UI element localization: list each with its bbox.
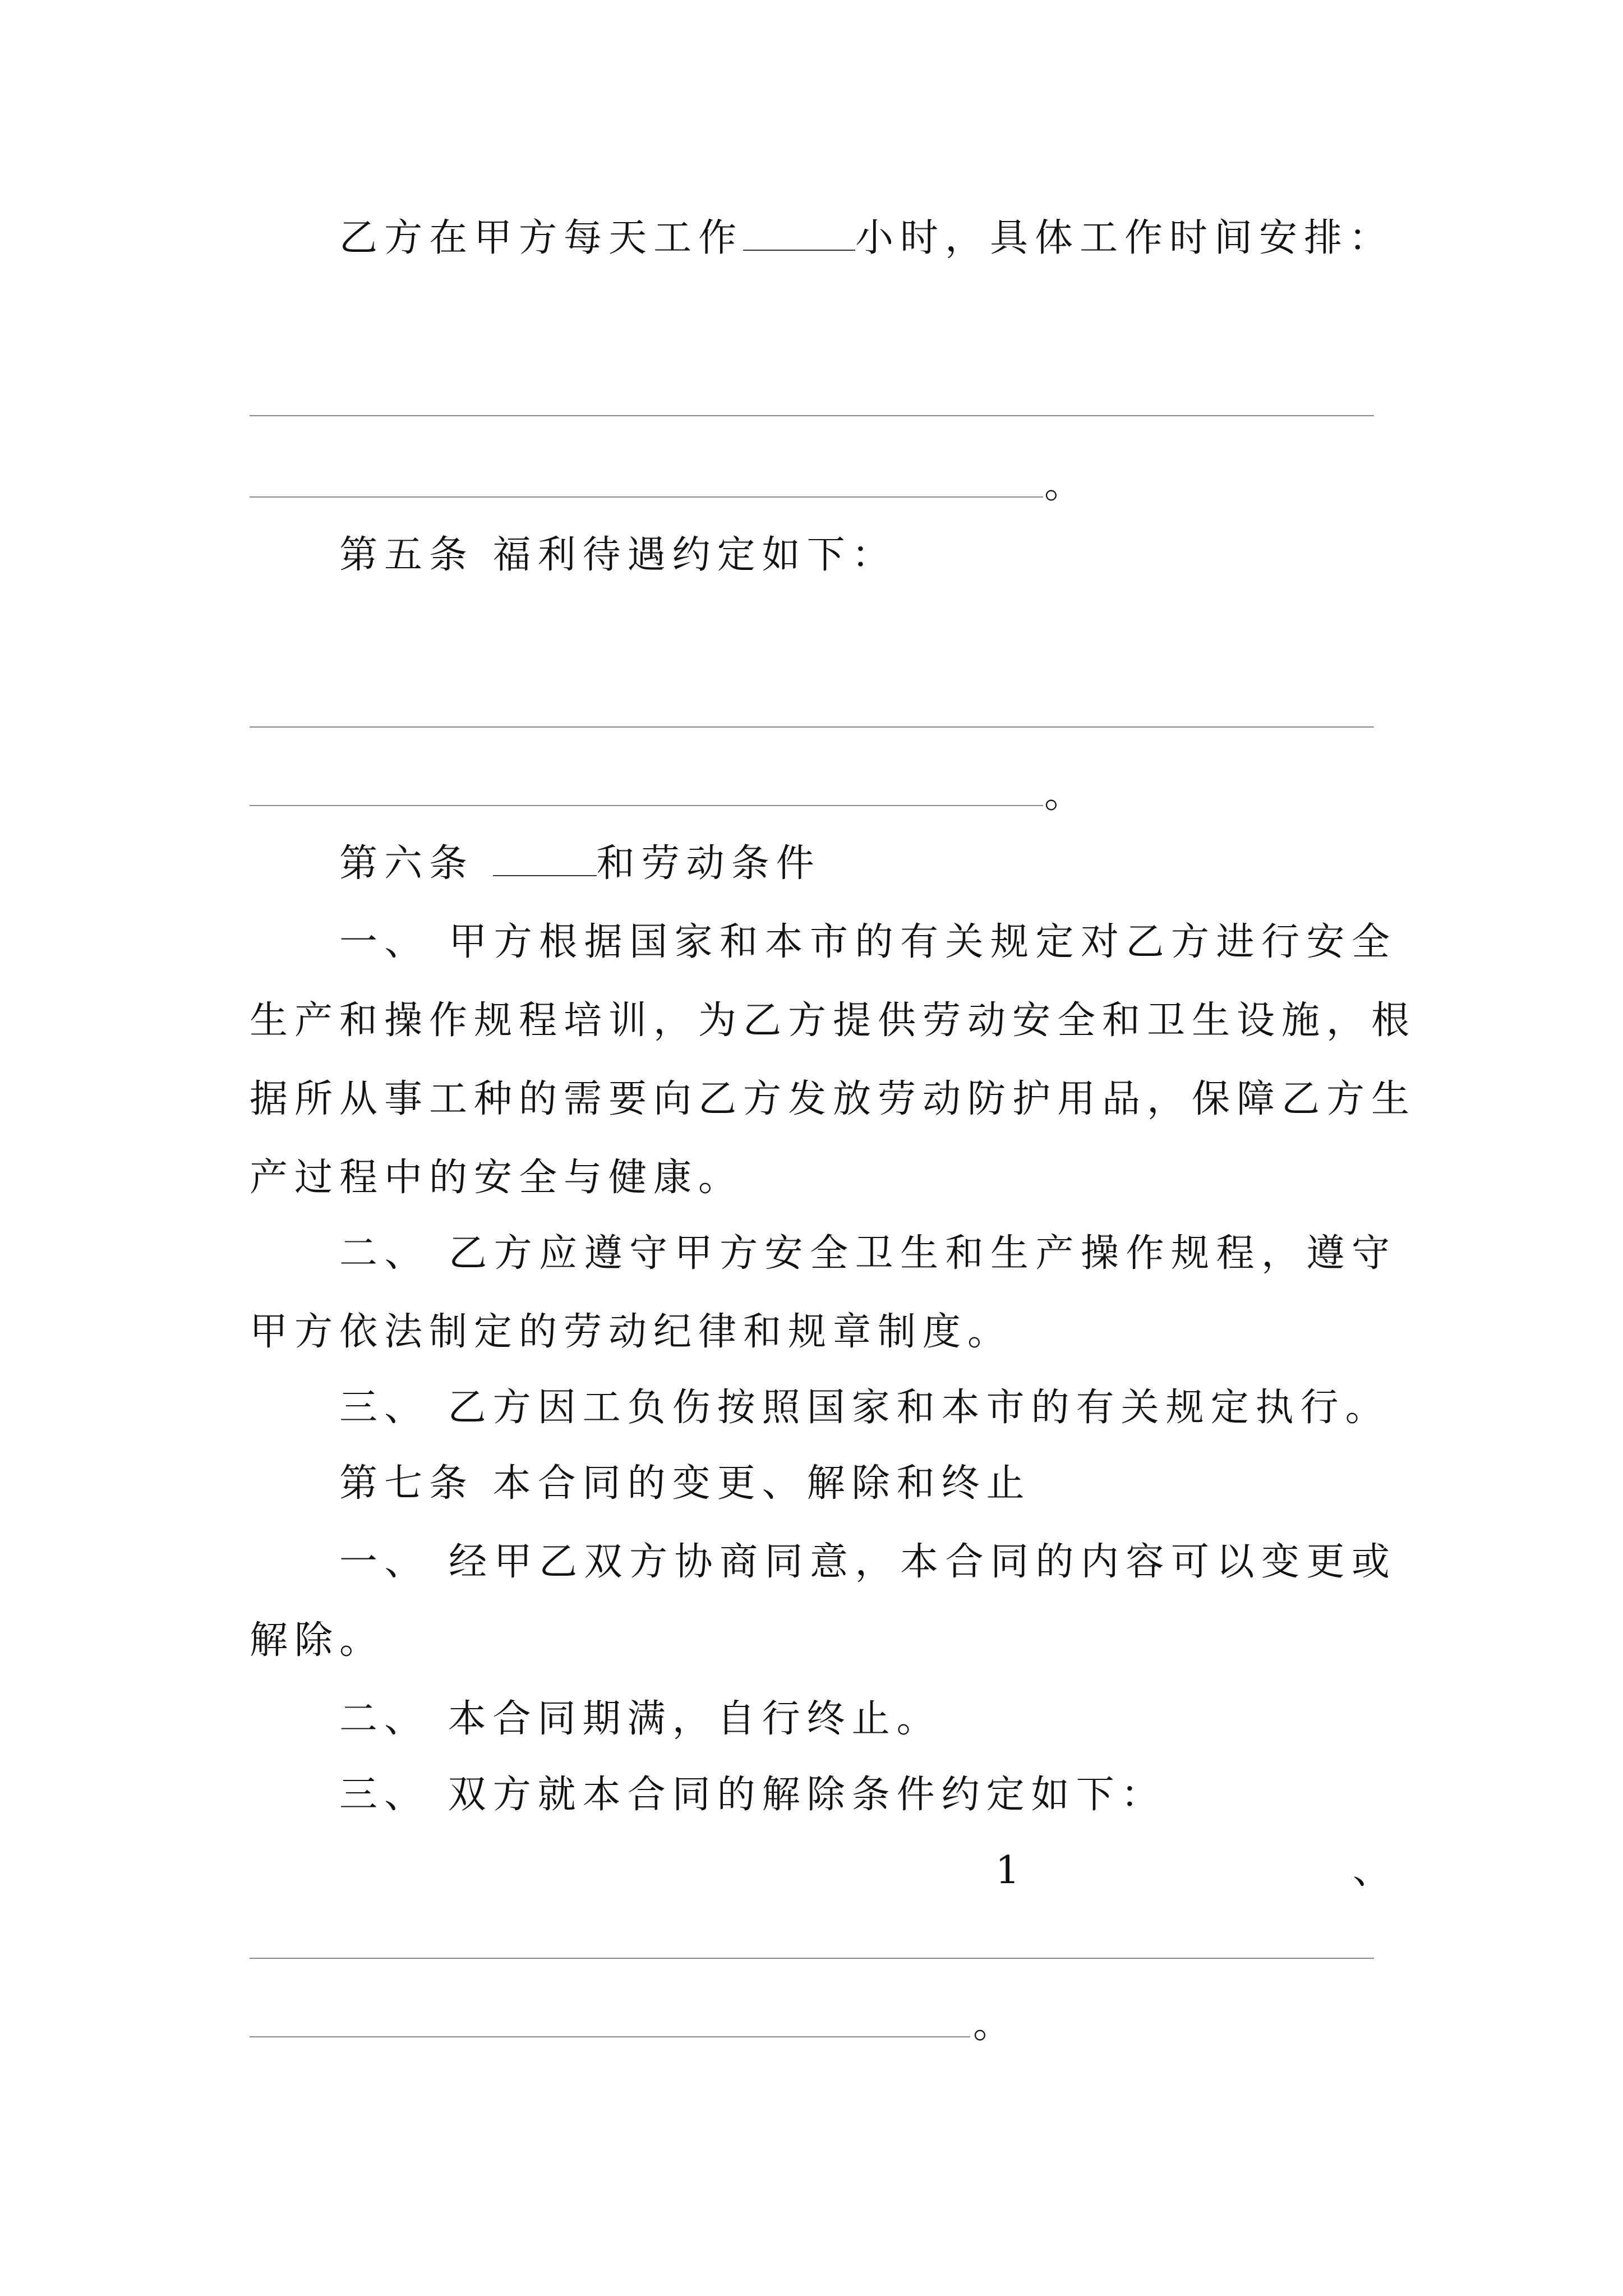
termination-item-number: 1 <box>995 1848 1020 1893</box>
article-7-item-1-line-2: 解除。 <box>250 1618 385 1663</box>
article-6-item-1-line-4: 产过程中的安全与健康。 <box>250 1156 744 1200</box>
article-6-item-2-line-1: 二、 乙方应遵守甲方安全卫生和生产操作规程，遵守 <box>339 1231 1396 1276</box>
article-6-item-1-line-3: 据所从事工种的需要向乙方发放劳动防护用品，保障乙方生 <box>250 1077 1417 1121</box>
schedule-period: 。 <box>1044 463 1083 507</box>
schedule-fill-rule-1 <box>250 415 1374 416</box>
termination-fill-rule-2 <box>250 2036 970 2037</box>
article-6-item-2-line-2: 甲方依法制定的劳动纪律和规章制度。 <box>250 1310 1013 1354</box>
article-6-text-before: 第六条 <box>339 841 493 886</box>
welfare-period: 。 <box>1044 772 1083 817</box>
article-6-item-1-line-2: 生产和操作规程培训，为乙方提供劳动安全和卫生设施，根 <box>250 999 1417 1043</box>
hours-blank <box>743 216 855 251</box>
article-6-item-1-line-1: 一、 甲方根据国家和本市的有关规定对乙方进行安全 <box>339 920 1396 964</box>
termination-fill-rule-1 <box>250 1958 1374 1959</box>
article-7-heading: 第七条 本合同的变更、解除和终止 <box>339 1461 1031 1506</box>
article-6-heading <box>339 839 821 889</box>
article-6-text-after: 和劳动条件 <box>596 841 821 886</box>
schedule-fill-rule-2 <box>250 496 1043 498</box>
article-7-item-1-line-1: 一、 经甲乙双方协商同意，本合同的内容可以变更或 <box>339 1540 1396 1584</box>
article-6-item-3: 三、 乙方因工负伤按照国家和本市的有关规定执行。 <box>339 1386 1390 1430</box>
article-6-blank <box>493 841 597 876</box>
article-7-item-3: 三、 双方就本合同的解除条件约定如下： <box>339 1773 1166 1817</box>
work-hours-text-after: 小时，具体工作时间安排： <box>855 216 1394 260</box>
article-5-heading: 第五条 福利待遇约定如下： <box>339 533 897 577</box>
welfare-fill-rule-1 <box>250 726 1374 728</box>
work-hours-line <box>339 213 1394 264</box>
termination-period: 。 <box>973 2003 1012 2047</box>
welfare-fill-rule-2 <box>250 805 1043 806</box>
work-hours-text-before: 乙方在甲方每天工作 <box>339 216 744 260</box>
termination-item-separator: 、 <box>1353 1848 1391 1893</box>
article-7-item-2: 二、 本合同期满，自行终止。 <box>339 1697 942 1741</box>
